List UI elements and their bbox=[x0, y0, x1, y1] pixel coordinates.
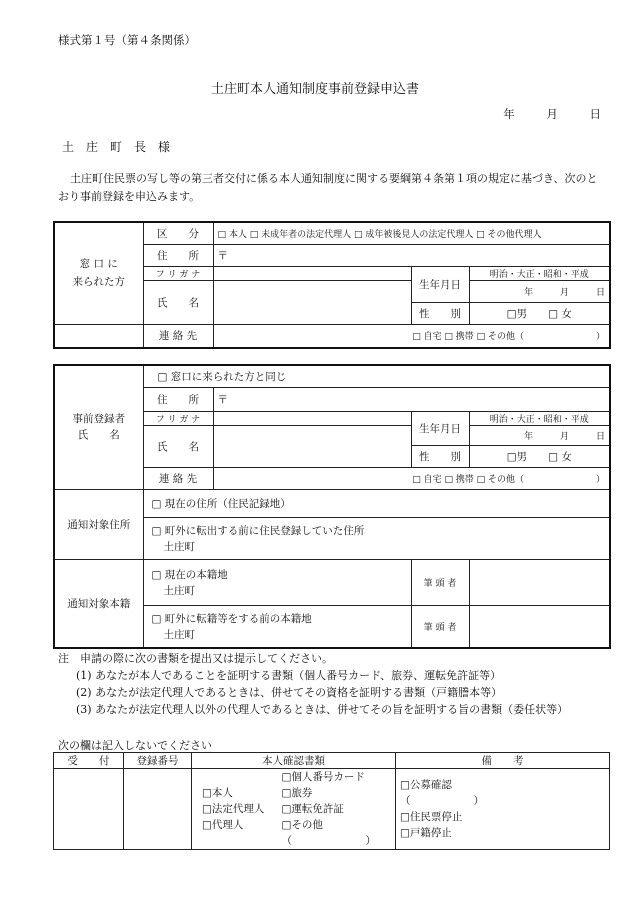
birth-ymd[interactable]: 年 月 日 bbox=[469, 280, 610, 302]
col-receipt: 受 付 bbox=[54, 753, 124, 769]
intro-paragraph: 土庄町住民票の写し等の第三者交付に係る本人通知制度に関する要綱第４条第１項の規定に基づき、次のとおり事前登録を申込みます。 bbox=[58, 172, 598, 203]
applicant-type-2[interactable]: □法定代理人 bbox=[202, 803, 265, 815]
id-documents-cell[interactable] bbox=[278, 769, 396, 850]
reg-postal-mark: 〒 bbox=[217, 393, 228, 406]
window-heading-line2: 来られた方 bbox=[72, 276, 125, 289]
form-number: 様式第１号（第４条関係） bbox=[58, 33, 196, 47]
note-item-3: (3) あなたが法定代理人以外の代理人であるときは、併せてその旨を証明する旨の書類（委任状等） bbox=[76, 703, 569, 716]
kubun-label: 区 分 bbox=[143, 222, 213, 244]
window-section-heading bbox=[54, 222, 143, 324]
remarks-cell[interactable] bbox=[396, 769, 610, 850]
document-title: 土庄町本人通知制度事前登録申込書 bbox=[210, 82, 419, 97]
window-heading-line1: 窓 口 に bbox=[79, 258, 118, 271]
address-label: 住 所 bbox=[143, 244, 213, 266]
reg-furigana-label: フ リ ガ ナ bbox=[143, 411, 213, 425]
regno-cell[interactable] bbox=[124, 769, 192, 850]
reg-sex-options[interactable]: □男 □ 女 bbox=[469, 445, 610, 467]
registrant-table bbox=[53, 364, 611, 649]
notify-address-opt2-cell[interactable] bbox=[143, 517, 610, 559]
notify-honseki-opt1-cell[interactable] bbox=[143, 560, 411, 606]
window-applicant-table bbox=[53, 221, 611, 349]
remark-1[interactable]: □公募確認 bbox=[400, 779, 452, 791]
registrant-heading bbox=[54, 365, 143, 489]
date-month[interactable]: 月 bbox=[546, 107, 559, 121]
note-item-1: (1) あなたが本人であることを証明する書類（個人番号カード、旅券、運転免許証等） bbox=[76, 669, 502, 682]
reg-address-label: 住 所 bbox=[143, 387, 213, 411]
notes-heading: 注 申請の際に次の書類を提出又は提示してください。 bbox=[58, 652, 333, 665]
reg-sex-label: 性 別 bbox=[411, 445, 469, 467]
era-options[interactable]: 明治・大正・昭和・平成 bbox=[469, 266, 610, 280]
office-use-caption: 次の欄は記入しないでください bbox=[58, 739, 212, 752]
remark-4[interactable]: □戸籍停止 bbox=[400, 827, 452, 839]
hittousha-label-2: 筆 頭 者 bbox=[411, 606, 469, 648]
hittousha-field-2[interactable] bbox=[469, 606, 610, 648]
reg-name-label: 氏 名 bbox=[143, 425, 213, 467]
registrant-heading-line1: 事前登録者 bbox=[72, 413, 125, 426]
postal-mark: 〒 bbox=[217, 249, 228, 262]
notify-address-opt1[interactable]: □ 現在の住所（住民記録地） bbox=[143, 489, 610, 517]
id-doc-4[interactable]: □その他（ ） bbox=[281, 819, 376, 847]
reg-name-field[interactable] bbox=[213, 425, 411, 467]
date-year[interactable]: 年 bbox=[503, 107, 516, 121]
blank-cell bbox=[54, 324, 143, 348]
notes-section bbox=[58, 650, 618, 718]
id-doc-1[interactable]: □個人番号カード bbox=[281, 771, 365, 783]
reg-birth-label: 生年月日 bbox=[411, 411, 469, 445]
notify-honseki-opt2-cell[interactable] bbox=[143, 606, 411, 648]
name-label: 氏 名 bbox=[143, 280, 213, 324]
reg-birth-ymd[interactable]: 年 月 日 bbox=[469, 425, 610, 445]
birth-label: 生年月日 bbox=[411, 266, 469, 302]
office-use-table bbox=[53, 752, 610, 850]
notify-honseki-town1: 土庄町 bbox=[163, 584, 195, 597]
kubun-options[interactable]: □ 本人 □ 未成年者の法定代理人 □ 成年被後見人の法定代理人 □ その他代理人 bbox=[213, 222, 610, 244]
reg-contact-options[interactable]: □ 自宅 □ 携帯 □ その他（ ） bbox=[213, 467, 610, 489]
col-idcheck: 本人確認書類 bbox=[192, 753, 396, 769]
registrant-heading-line2: 氏 名 bbox=[77, 429, 120, 442]
applicant-type-3[interactable]: □代理人 bbox=[202, 819, 244, 831]
sex-label: 性 別 bbox=[411, 302, 469, 324]
same-as-window-checkbox[interactable]: □ 窓口に来られた方と同じ bbox=[143, 365, 610, 387]
id-doc-2[interactable]: □旅券 bbox=[281, 787, 313, 799]
hittousha-field-1[interactable] bbox=[469, 560, 610, 606]
notify-honseki-town2: 土庄町 bbox=[163, 628, 195, 641]
contact-options[interactable]: □ 自宅 □ 携帯 □ その他（ ） bbox=[213, 324, 610, 348]
remark-3[interactable]: □住民票停止 bbox=[400, 811, 463, 823]
notify-address-label: 通知対象住所 bbox=[54, 489, 143, 559]
reg-address-field[interactable] bbox=[213, 387, 610, 411]
reg-furigana-field[interactable] bbox=[213, 411, 411, 425]
notify-address-opt2: □ 町外に転出する前に住民登録していた住所 bbox=[151, 524, 365, 537]
date-line bbox=[477, 106, 602, 122]
col-regno: 登録番号 bbox=[124, 753, 192, 769]
reg-contact-label: 連 絡 先 bbox=[143, 467, 213, 489]
addressee: 土庄町長様 bbox=[62, 140, 183, 154]
contact-label: 連 絡 先 bbox=[143, 324, 213, 348]
notify-honseki-opt1: □ 現在の本籍地 bbox=[151, 568, 228, 581]
furigana-field[interactable] bbox=[213, 266, 411, 280]
address-field[interactable] bbox=[213, 244, 610, 266]
remark-2[interactable]: （ ） bbox=[400, 795, 484, 807]
applicant-types-cell[interactable] bbox=[192, 769, 278, 850]
notify-address-town: 土庄町 bbox=[163, 540, 195, 553]
furigana-label: フ リ ガ ナ bbox=[143, 266, 213, 280]
col-remarks: 備 考 bbox=[396, 753, 610, 769]
notify-honseki-opt2: □ 町外に転籍等をする前の本籍地 bbox=[151, 612, 312, 625]
receipt-cell[interactable] bbox=[54, 769, 124, 850]
name-field[interactable] bbox=[213, 280, 411, 324]
reg-era-options[interactable]: 明治・大正・昭和・平成 bbox=[469, 411, 610, 425]
notify-honseki-label: 通知対象本籍 bbox=[54, 560, 143, 648]
note-item-2: (2) あなたが法定代理人であるときは、併せてその資格を証明する書類（戸籍謄本等） bbox=[76, 686, 503, 699]
applicant-type-1[interactable]: □本人 bbox=[202, 787, 233, 799]
sex-options[interactable]: □男 □ 女 bbox=[469, 302, 610, 324]
hittousha-label-1: 筆 頭 者 bbox=[411, 560, 469, 606]
date-day[interactable]: 日 bbox=[589, 107, 602, 121]
id-doc-3[interactable]: □運転免許証 bbox=[281, 803, 344, 815]
